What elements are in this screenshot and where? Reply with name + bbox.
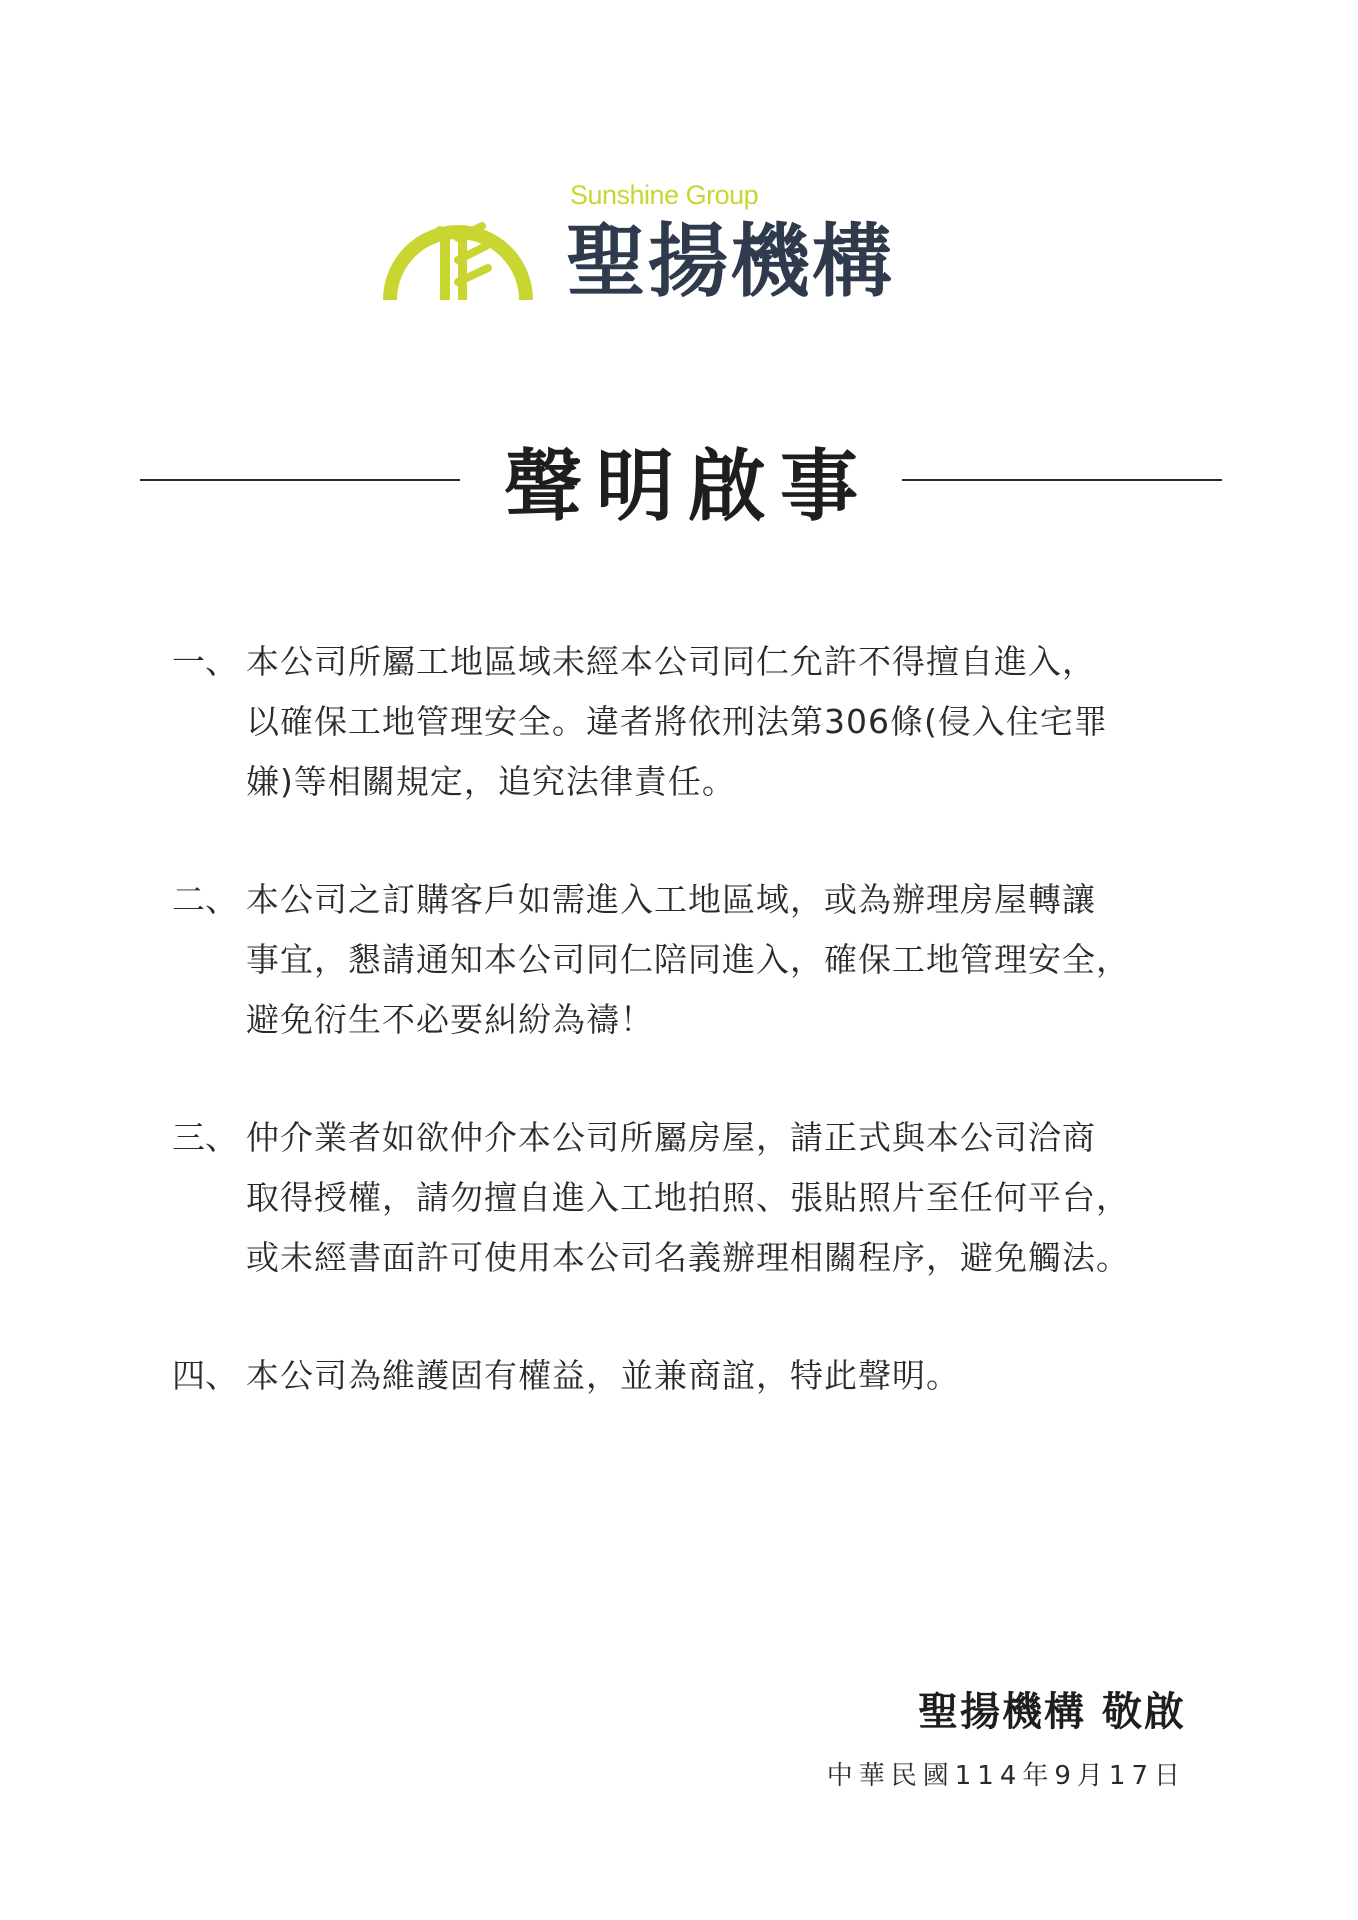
signature-date: 中華民國114年9月17日	[826, 1761, 1186, 1791]
clause-2	[172, 870, 1212, 1050]
signature-block	[827, 1680, 1186, 1792]
clause-line: 以確保工地管理安全。違者將依刑法第306條(侵入住宅罪	[246, 702, 1108, 741]
clause-line: 本公司為維護固有權益，並兼商誼，特此聲明。	[246, 1356, 960, 1395]
clause-line: 取得授權，請勿擅自進入工地拍照、張貼照片至任何平台，	[246, 1178, 1130, 1217]
clause-text	[246, 1108, 1186, 1288]
logo-chinese-name: 聖揚機構	[566, 215, 894, 308]
clause-text	[246, 632, 1186, 812]
title-rule-right	[902, 479, 1222, 481]
clause-3	[172, 1108, 1212, 1288]
clause-number: 二、	[172, 880, 238, 919]
clause-line: 仲介業者如欲仲介本公司所屬房屋，請正式與本公司洽商	[246, 1118, 1096, 1157]
clause-number: 三、	[172, 1118, 238, 1157]
signature-name: 聖揚機構 敬啟	[918, 1689, 1186, 1735]
clause-list	[172, 632, 1212, 1464]
clause-line: 本公司所屬工地區域未經本公司同仁允許不得擅自進入，	[246, 642, 1096, 681]
clause-1	[172, 632, 1212, 812]
clause-4	[172, 1346, 1212, 1406]
logo-english-name: Sunshine Group	[570, 180, 759, 210]
clause-line: 或未經書面許可使用本公司名義辦理相關程序，避免觸法。	[246, 1238, 1130, 1277]
page-title: 聲明啟事	[503, 442, 872, 532]
clause-line: 避免衍生不必要糾紛為禱！	[246, 1000, 654, 1039]
title-row	[140, 425, 1222, 535]
clause-text	[246, 870, 1186, 1050]
clause-text	[246, 1346, 1186, 1406]
clause-line: 嫌)等相關規定，追究法律責任。	[246, 762, 736, 801]
clause-line: 本公司之訂購客戶如需進入工地區域，或為辦理房屋轉讓	[246, 880, 1096, 919]
company-logo	[378, 180, 938, 310]
clause-line: 事宜，懇請通知本公司同仁陪同進入，確保工地管理安全，	[246, 940, 1130, 979]
clause-number: 四、	[172, 1356, 238, 1395]
clause-number: 一、	[172, 642, 238, 681]
title-rule-left	[140, 479, 460, 481]
sunshine-logo-icon	[378, 180, 538, 310]
